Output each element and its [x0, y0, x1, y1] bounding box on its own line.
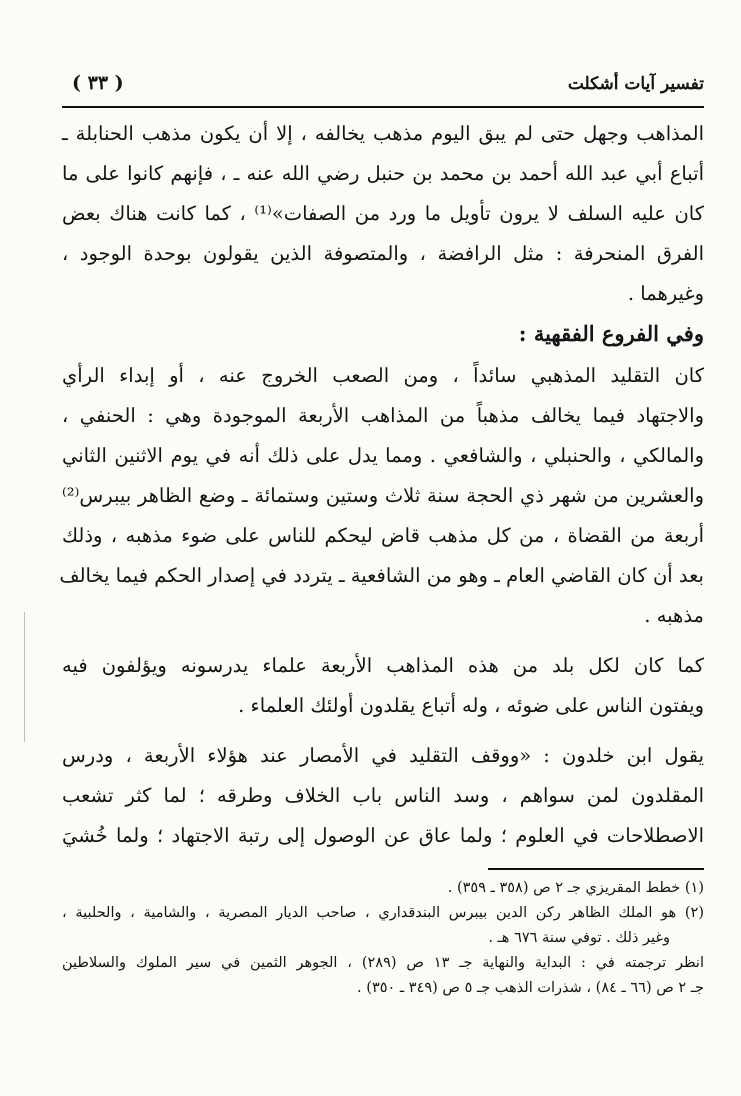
text-line: يقول ابن خلدون : «ووقف التقليد في الأمصار عند هؤلاء الأربعة ، ودرس: [62, 744, 704, 767]
text-line: والاجتهاد فيما يخالف مذهباً من المذاهب الأربعة الموجودة وهي : الحنفي ،: [62, 404, 704, 427]
paragraph-gap: [62, 636, 704, 646]
footnote-rule: [488, 868, 704, 870]
text-line: والعشرين من شهر ذي الحجة سنة ثلاث وستين وستمائة ـ وضع الظاهر بيبرس⁽²⁾: [62, 484, 704, 507]
text-line: كان عليه السلف لا يرون تأويل ما ورد من الصفات»⁽¹⁾ ، كما كانت هناك بعض: [62, 202, 705, 225]
text-line: كان التقليد المذهبي سائداً ، ومن الصعب الخروج عنه ، أو إبداء الرأي: [62, 364, 704, 387]
footnote-line: وغير ذلك . توفي سنة ٦٧٦ هـ .: [488, 930, 670, 946]
header-rule: [62, 106, 704, 108]
text-line: مذهبه .: [644, 604, 704, 627]
running-title: تفسير آيات أشكلت: [567, 74, 704, 94]
footnote-line: انظر ترجمته في : البداية والنهاية جـ ١٣ ص (٢٨٩) ، الجوهر الثمين في سير الملوك والسلاطين: [62, 955, 704, 971]
page-number: ( ٣٣ ): [72, 72, 124, 94]
section-heading: وفي الفروع الفقهية :: [518, 321, 704, 346]
page-header: [62, 72, 704, 106]
text-line: كما كان لكل بلد من هذه المذاهب الأربعة علماء يدرسونه ويؤلفون فيه: [62, 654, 704, 677]
margin-mark: [24, 612, 25, 742]
text-line: وغيرهما .: [627, 282, 704, 305]
text-line: الفرق المنحرفة : مثل الرافضة ، والمتصوفة الذين يقولون بوحدة الوجود ،: [62, 242, 704, 265]
page-body: [59, 114, 705, 856]
text-line: أتباع أبي عبد الله أحمد بن محمد بن حنبل رضي الله عنه ـ ، فإنهم كانوا على ما: [62, 162, 704, 185]
footnote-line: (١) خطط المقريزي جـ ٢ ص (٣٥٨ ـ ٣٥٩) .: [447, 880, 704, 896]
paragraph-gap: [62, 726, 704, 736]
footnote-line: جـ ٢ ص (٦٦ ـ ٨٤) ، شذرات الذهب جـ ٥ ص (٣٤٩ ـ ٣٥٠) .: [357, 980, 704, 996]
text-line: والمالكي ، والحنبلي ، والشافعي . ومما يدل على ذلك أنه في يوم الاثنين الثاني: [62, 444, 704, 467]
text-line: بعد أن كان القاضي العام ـ وهو من الشافعية ـ يتردد في إصدار الحكم فيما يخالف: [59, 564, 704, 587]
footnote-line: (٢) هو الملك الظاهر ركن الدين بيبرس البندقداري ، صاحب الديار المصرية ، والشامية ، والحلبية ،: [62, 905, 704, 921]
text-line: ويفتون الناس على ضوئه ، وله أتباع يقلدون أولئك العلماء .: [238, 694, 704, 717]
text-line: أربعة من القضاة ، من كل مذهب قاض ليحكم للناس على ضوء مذهبه ، وذلك: [62, 524, 704, 547]
text-line: الاصطلاحات في العلوم ؛ ولما عاق عن الوصول إلى رتبة الاجتهاد ؛ ولما خُشيَ: [62, 824, 704, 847]
text-line: المذاهب وجهل حتى لم يبق اليوم مذهب يخالفه ، إلا أن يكون مذهب الحنابلة ـ: [62, 122, 704, 145]
book-page: [59, 62, 705, 1062]
footnotes: [62, 876, 704, 1001]
text-line: المقلدون لمن سواهم ، وسد الناس باب الخلاف وطرقه ؛ لما كثر تشعب: [62, 784, 704, 807]
